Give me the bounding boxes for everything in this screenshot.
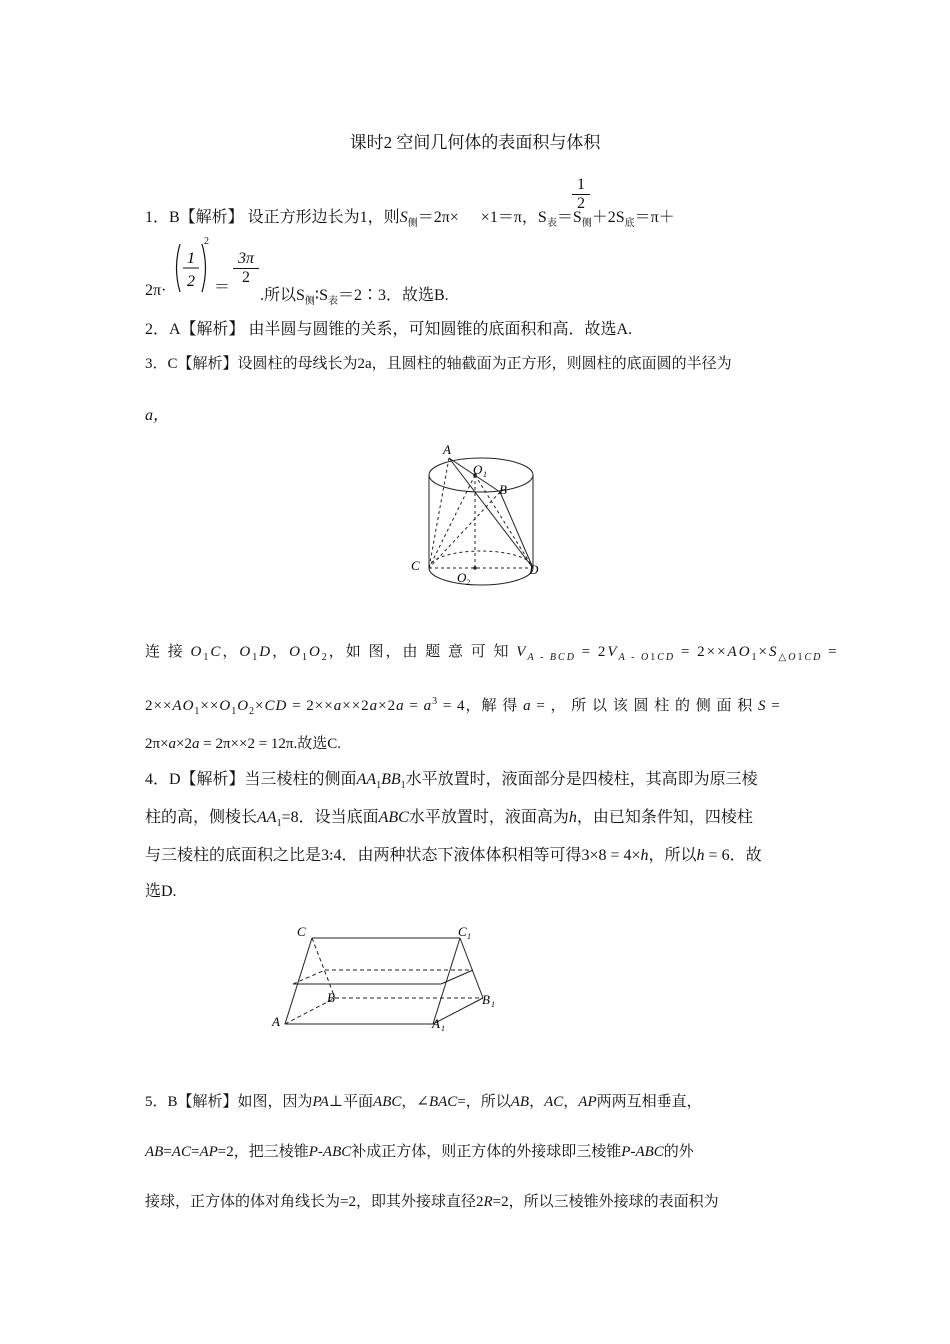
cyl-line-BC — [429, 492, 500, 568]
prism-C1B1 — [460, 938, 483, 998]
q1-frac-num: 1 — [577, 176, 585, 193]
cyl-bottom-back — [429, 551, 533, 568]
q1-paren-frac — [172, 240, 212, 296]
q1-sub-ce: 侧 — [407, 218, 418, 230]
q1-sub-ce-2: 侧 — [581, 218, 592, 230]
cyl-bottom-front — [429, 568, 533, 585]
q2-text: 2．A【解析】 由半圆与圆锥的关系，可知圆锥的底面积和高．故选A. — [145, 321, 633, 338]
prism-label-A1: A — [432, 1016, 440, 1031]
q3-line4: $2\times\times AO_1\times\times O_1O_2\times CD = 2\times\times a\times\times 2a\times 2a = a^3 = 4$，解 得 a = ， 所 以 该 圆 柱 的 侧 面 积 S = — [145, 696, 781, 717]
prism-label-C1: C — [458, 924, 467, 939]
prism-label-B1-sub: 1 — [491, 1000, 495, 1009]
prism-A1B1 — [433, 998, 483, 1024]
prism-AC — [285, 938, 312, 1024]
prism-label-A: A — [272, 1014, 280, 1029]
page-title: 课时2 空间几何体的表面积与体积 — [349, 133, 601, 152]
q1-text-g: .所以S — [260, 287, 305, 304]
cyl-label-O2-sub: 2 — [466, 578, 470, 587]
q1-paren-den: 2 — [187, 273, 195, 290]
cyl-label-O2: O — [457, 570, 467, 585]
q5-line2: AB=AC=AP=2，把三棱锥P-ABC补成正方体，则正方体的外接球即三棱锥P-ABC的外 — [145, 1144, 694, 1160]
q5-line3: 接球，正方体的体对角线长为=2，即其外接球直径2R=2，所以三棱锥外接球的表面积为 — [145, 1194, 719, 1210]
cyl-label-O1: O — [473, 462, 483, 477]
q1-fraction — [572, 176, 590, 213]
prism-label-A1-sub: 1 — [441, 1024, 445, 1033]
q4-line1: 4．D【解析】当三棱柱的侧面$AA_1BB_1$水平放置时，液面部分是四棱柱，其高即为原三棱 — [145, 771, 758, 792]
cyl-line-AC — [429, 458, 449, 568]
prism-label-C1-sub: 1 — [467, 932, 471, 941]
q1-paren-num: 1 — [187, 250, 195, 267]
q1-frac2-num: 3π — [237, 250, 254, 267]
q1-frac-den: 2 — [572, 194, 590, 213]
q1-sub-di: 底 — [624, 218, 635, 230]
q3-line2: a， — [145, 407, 170, 424]
q1-text-b: ＝2π× — [417, 209, 459, 226]
q3-line1: 3．C【解析】设圆柱的母线长为2a，且圆柱的轴截面为正方形，则圆柱的底面圆的半径为 — [145, 356, 732, 372]
q1-text-e: ＋2S — [591, 209, 625, 226]
q1-text-h: ∶S — [314, 287, 328, 304]
prism-label-C: C — [297, 924, 306, 939]
q4-line2: 柱的高，侧棱长$AA_1=8$．设当底面ABC水平放置时，液面高为h，由已知条件知，四棱柱 — [145, 809, 753, 830]
q4-line4: 选D. — [145, 883, 177, 900]
q3-line3: 连 接 $O_1C$，$O_1D$，$O_1O_2$，如 图，由 题 意 可 知 $V_{A - BCD} = 2V_{A - O1CD} = 2\times\times AO_1\times S_{\triangle O1CD}$ = — [145, 644, 839, 663]
prism-CB — [312, 938, 335, 998]
cyl-point-O2 — [473, 566, 477, 570]
q1-s-ce: S — [399, 209, 408, 226]
cyl-label-A: A — [443, 442, 451, 457]
prism-label-B1: B — [482, 992, 490, 1007]
q1-sub-biao-2: 表 — [327, 296, 338, 308]
q1-sub-biao: 表 — [546, 218, 557, 230]
q1-text-i: ＝2∶3．故选B. — [337, 287, 449, 304]
prism-liquid-right — [441, 970, 473, 984]
q1-text-a: 1．B【解析】 设正方形边长为1，则 — [145, 209, 400, 226]
q1-line1 — [145, 204, 675, 230]
q3-line5: 2π×a×2a = 2π××2 = 12π.故选C. — [145, 736, 342, 752]
q1-line2-rest — [260, 282, 449, 308]
q1-text-c: ×1＝π，S — [480, 209, 547, 226]
q1-sub-ce-3: 侧 — [304, 296, 315, 308]
q1-line2-prefix: 2π· — [145, 282, 167, 299]
q1-eq: ＝ — [214, 279, 231, 296]
prism-A1C1 — [433, 938, 460, 1024]
cyl-label-O1-sub: 1 — [483, 470, 487, 479]
q1-text-f: ＝π＋ — [634, 209, 675, 226]
q1-text-d: ＝S — [556, 209, 582, 226]
q5-line1: 5．B【解析】如图，因为PA⊥平面ABC，∠BAC=，所以AB，AC，AP两两互相垂直， — [145, 1094, 702, 1110]
q1-square: 2 — [204, 236, 209, 247]
prism-figure — [265, 918, 505, 1038]
cyl-line-BD — [500, 492, 533, 568]
cyl-label-C: C — [411, 558, 420, 573]
q1-fraction-2 — [233, 250, 259, 287]
prism-label-B: B — [327, 990, 335, 1005]
q4-line3: 与三棱柱的底面积之比是3:4．由两种状态下液体体积相等可得3×8 = 4×h，所以h = 6．故 — [145, 847, 762, 864]
cyl-label-D: D — [529, 562, 539, 577]
q1-frac2-den: 2 — [233, 268, 259, 287]
cylinder-figure — [405, 440, 555, 600]
cyl-label-B: B — [499, 482, 507, 497]
